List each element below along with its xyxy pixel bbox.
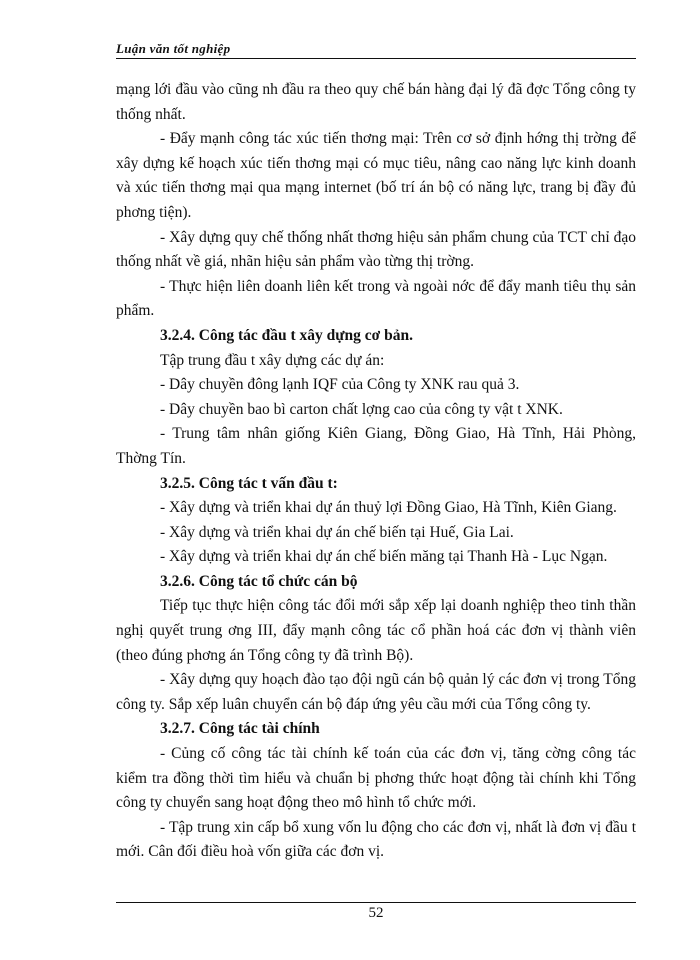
paragraph: - Xây dựng quy hoạch đào tạo đội ngũ cán bộ quản lý các đơn vị trong Tổng công ty. Sắp xếp luân chuyển cán bộ đáp ứng yêu cầu mới của Tổng công ty. [116,671,636,713]
paragraph: - Đẩy mạnh công tác xúc tiến thơng mại: Trên cơ sở định hớng thị trờng để xây dựng kế hoạch xúc tiến thơng mại có mục tiêu, nâng cao năng lực kinh doanh và xúc tiến thơng mại qua mạng internet (bố trí án bộ có năng lực, trang bị đầy đủ phơng tiện). [116,130,636,221]
paragraph: mạng lới đầu vào cũng nh đầu ra theo quy chế bán hàng đại lý đã đợc Tổng công ty thống nhất. [116,81,636,123]
section-heading: 3.2.7. Công tác tài chính [160,720,320,738]
paragraph: Tiếp tục thực hiện công tác đổi mới sắp xếp lại doanh nghiệp theo tinh thần nghị quyết trung ơng III, đẩy mạnh công tác cổ phần hoá các đơn vị thành viên (theo đúng phơng án Tổng công ty đã trình Bộ). [116,597,636,664]
paragraph: Tập trung đầu t xây dựng các dự án: [160,351,385,369]
paragraph: - Dây chuyền bao bì carton chất lợng cao của công ty vật t XNK. [160,400,563,418]
section-heading: 3.2.6. Công tác tổ chức cán bộ [160,572,358,590]
section-heading: 3.2.5. Công tác t vấn đầu t: [160,474,338,492]
paragraph: - Xây dựng quy chế thống nhất thơng hiệu sản phẩm chung của TCT chỉ đạo thống nhất về giá, nhãn hiệu sản phẩm vào từng thị trờng. [116,228,636,271]
page-number: 52 [368,905,384,921]
paragraph: - Xây dựng và triển khai dự án chế biến măng tại Thanh Hà - Lục Ngạn. [160,548,608,566]
header-rule [116,58,636,59]
paragraph: - Xây dựng và triển khai dự án thuỷ lợi Đồng Giao, Hà Tĩnh, Kiên Giang. [160,499,617,517]
paragraph: - Củng cố công tác tài chính kế toán của các đơn vị, tăng cờng công tác kiểm tra đồng thời tìm hiểu và chuẩn bị phơng thức hoạt động tài chính khi Tổng công ty chuyển sang hoạt động theo mô hình tổ chức mới. [116,745,636,812]
section-heading: 3.2.4. Công tác đầu t xây dựng cơ bản. [160,326,414,344]
document-body [116,78,636,865]
paragraph: - Xây dựng và triển khai dự án chế biến tại Huế, Gia Lai. [160,523,514,541]
paragraph: - Trung tâm nhân giống Kiên Giang, Đồng Giao, Hà Tĩnh, Hải Phòng, Thờng Tín. [116,425,636,467]
page-header [116,40,636,62]
paragraph: - Thực hiện liên doanh liên kết trong và ngoài nớc để đẩy manh tiêu thụ sản phẩm. [116,277,636,320]
paragraph: - Dây chuyền đông lạnh IQF của Công ty XNK rau quả 3. [160,376,520,394]
footer-rule [116,902,636,903]
paragraph: - Tập trung xin cấp bổ xung vốn lu động cho các đơn vị, nhất là đơn vị đầu t mới. Cân đối điều hoà vốn giữa các đơn vị. [116,818,636,861]
header-title: Luận văn tốt nghiệp [116,41,231,56]
